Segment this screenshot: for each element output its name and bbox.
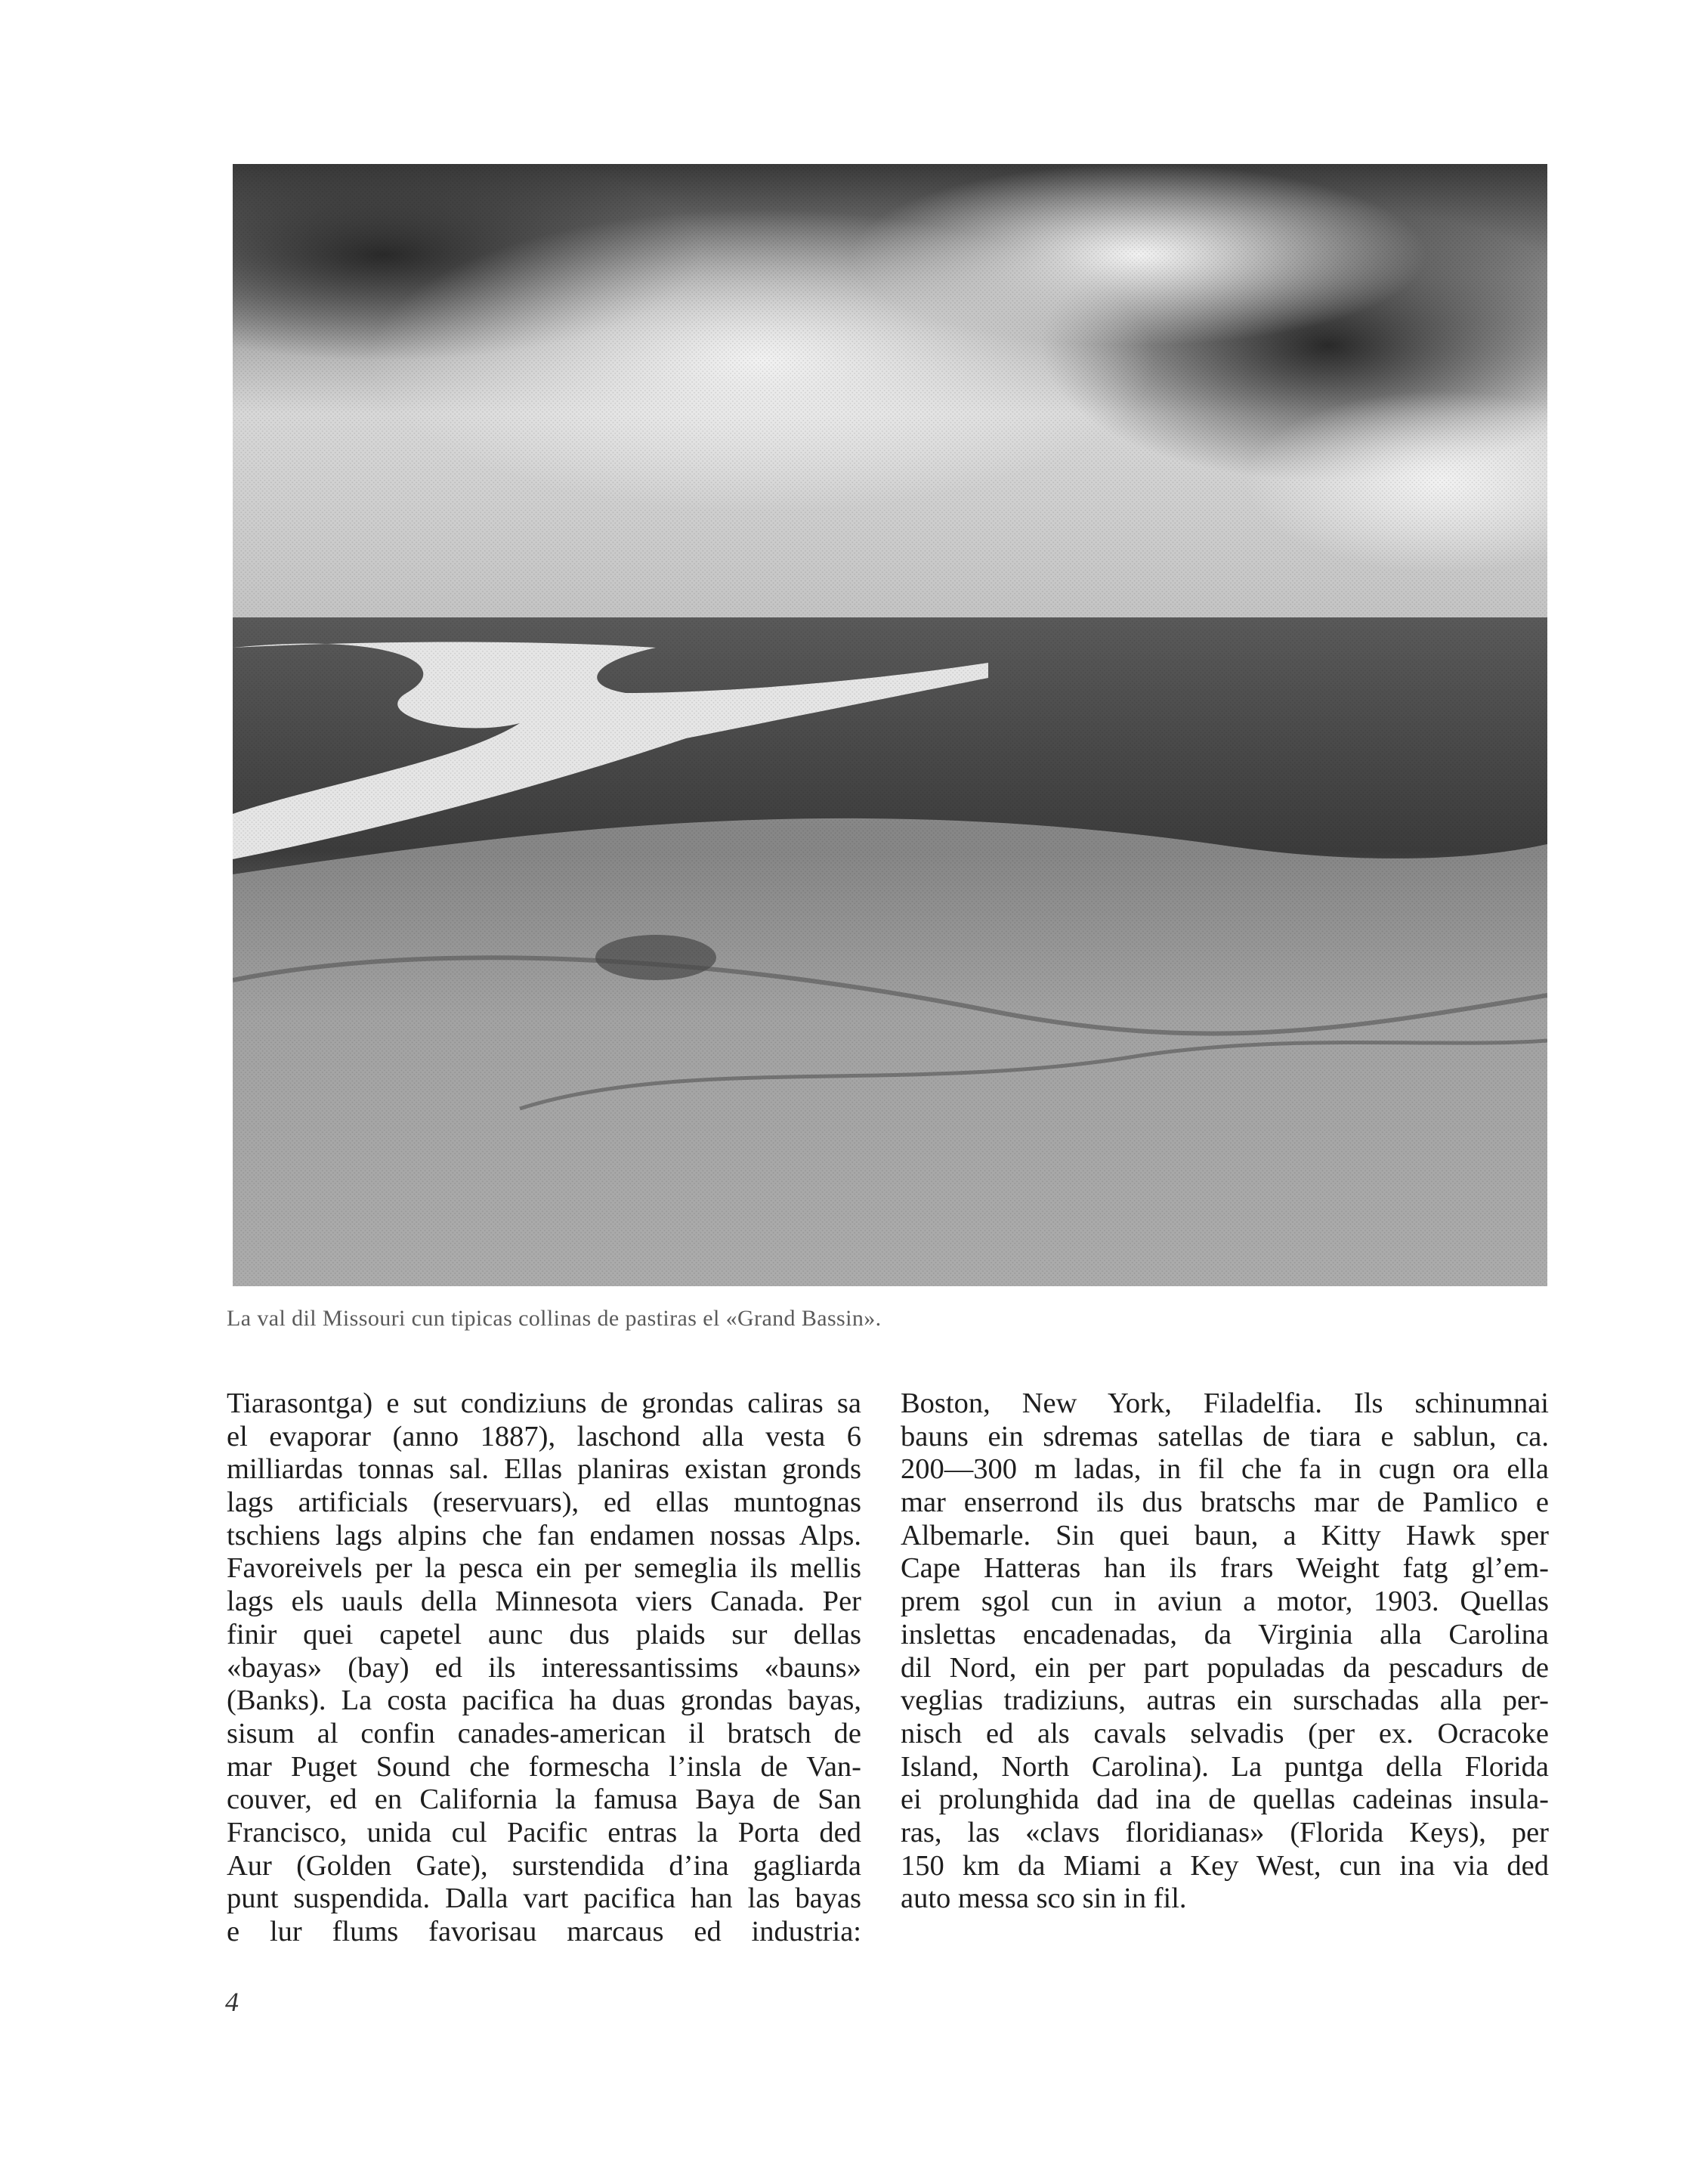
landscape-photo <box>233 164 1547 1286</box>
text-line: mar enserrond ils dus bratschs mar de Pamlico e <box>901 1486 1549 1519</box>
text-line: prem sgol cun in aviun a motor, 1903. Quellas <box>901 1585 1549 1618</box>
text-line: bauns ein sdremas satellas de tiara e sablun, ca. <box>901 1420 1549 1452</box>
text-line: nisch ed als cavals selvadis (per ex. Ocracoke <box>901 1717 1549 1749</box>
text-line: couver, ed en California la famusa Baya de San <box>227 1783 861 1816</box>
text-column-right <box>901 1387 1549 1916</box>
text-line: dil Nord, ein per part populadas da pescadurs de <box>901 1651 1549 1684</box>
text-line: Favoreivels per la pesca ein per semeglia ils mellis <box>227 1552 861 1585</box>
text-line: mar Puget Sound che formescha l’insla de Van- <box>227 1750 861 1783</box>
text-line: Boston, New York, Filadelfia. Ils schinumnai <box>901 1387 1549 1419</box>
text-line: ei prolunghida dad ina de quellas cadeinas insula- <box>901 1783 1549 1816</box>
text-line: Cape Hatteras han ils frars Weight fatg gl’em- <box>901 1552 1549 1585</box>
text-line: milliardas tonnas sal. Ellas planiras existan gronds <box>227 1453 861 1486</box>
page-number: 4 <box>225 1987 239 2017</box>
text-line: Albemarle. Sin quei baun, a Kitty Hawk sper <box>901 1519 1549 1551</box>
text-line: Tiarasontga) e sut condiziuns de grondas caliras sa <box>227 1387 861 1419</box>
text-line: finir quei capetel aunc dus plaids sur dellas <box>227 1618 861 1650</box>
text-line: ras, las «clavs floridianas» (Florida Keys), per <box>901 1816 1549 1848</box>
text-line: «bayas» (bay) ed ils interessantissims «bauns» <box>227 1651 861 1684</box>
text-line: inslettas encadenadas, da Virginia alla Carolina <box>901 1618 1549 1650</box>
text-line: Francisco, unida cul Pacific entras la Porta ded <box>227 1816 861 1848</box>
photo-illustration <box>233 164 1547 1286</box>
text-line: Aur (Golden Gate), surstendida d’ina gagliarda <box>227 1849 861 1882</box>
text-column-left <box>227 1387 861 1949</box>
text-line: 150 km da Miami a Key West, cun ina via ded <box>901 1849 1549 1882</box>
text-line: lags els uauls della Minnesota viers Canada. Per <box>227 1585 861 1618</box>
text-line: veglias tradiziuns, autras ein surschadas alla per- <box>901 1684 1549 1717</box>
text-line: lags artificials (reservuars), ed ellas muntognas <box>227 1486 861 1519</box>
text-line: tschiens lags alpins che fan endamen nossas Alps. <box>227 1519 861 1551</box>
text-line: sisum al confin canades-american il bratsch de <box>227 1717 861 1749</box>
text-line: (Banks). La costa pacifica ha duas grondas bayas, <box>227 1684 861 1717</box>
text-line: 200—300 m ladas, in fil che fa in cugn ora ella <box>901 1453 1549 1486</box>
figure-caption: La val dil Missouri cun tipicas collinas de pastiras el «Grand Bassin». <box>227 1306 882 1331</box>
text-line: punt suspendida. Dalla vart pacifica han las bayas <box>227 1882 861 1915</box>
text-line: auto messa sco sin in fil. <box>901 1882 1187 1915</box>
text-line: e lur flums favorisau marcaus ed industria: <box>227 1916 861 1947</box>
text-line: el evaporar (anno 1887), laschond alla vesta 6 <box>227 1420 861 1452</box>
text-line: Island, North Carolina). La puntga della Florida <box>901 1750 1549 1783</box>
